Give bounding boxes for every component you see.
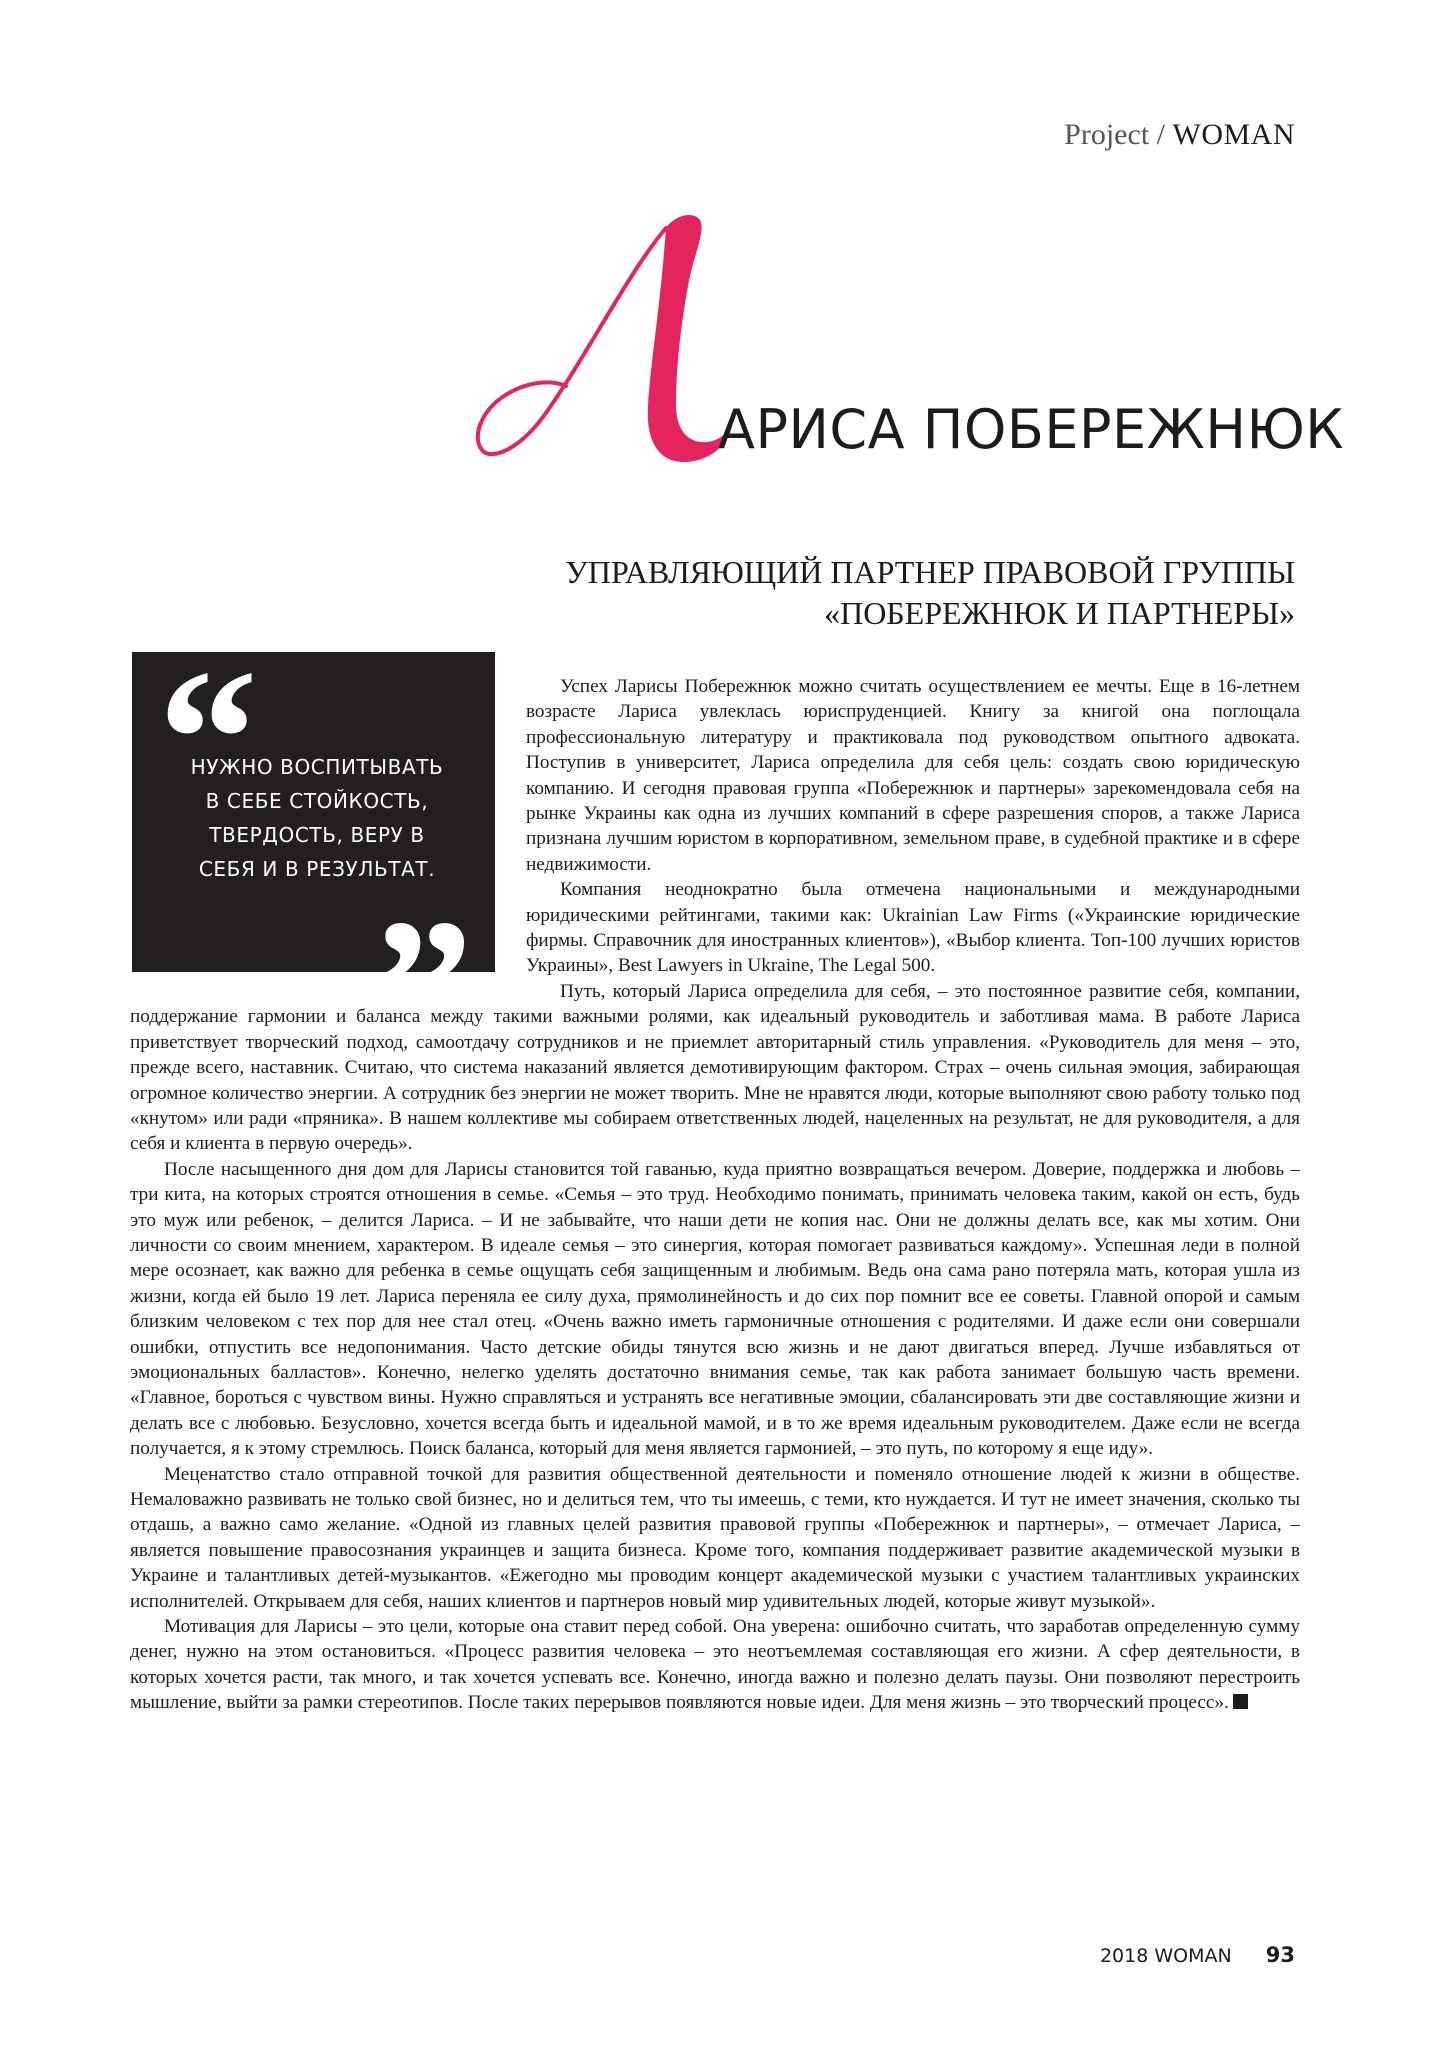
article-paragraph-text: Мотивация для Ларисы – это цели, которые она ставит перед собой. Она уверена: ошибочно считать, что заработав определенную сумму денег, нужно на этом остановиться. «Процесс развития человека – это неотъемлемая составляющая его жизни. А сфер деятельности, в которых хочется расти, так много, и так хочется успевать все. Конечно, иногда важно и полезно делать паузы. Они позволяют перестроить мышление, выйти за рамки стереотипов. После таких перерывов появляются новые идеи. Для меня жизнь – это творческий процесс». bbox=[130, 1616, 1300, 1714]
close-quote-mark: ” bbox=[373, 879, 473, 1100]
end-mark-square bbox=[1233, 1694, 1248, 1709]
page-number: 93 bbox=[1265, 1943, 1295, 1967]
pull-quote-line: В СЕБЕ СТОЙКОСТЬ, bbox=[205, 789, 429, 813]
article-paragraph-last bbox=[130, 1614, 1300, 1716]
article-body bbox=[130, 674, 1300, 1716]
decorative-initial-letter bbox=[470, 200, 770, 520]
pull-quote-line: СЕБЯ И В РЕЗУЛЬТАТ. bbox=[198, 857, 436, 881]
section-name: Project bbox=[1064, 118, 1150, 151]
open-quote-mark: “ bbox=[158, 629, 258, 850]
quote-wrap-spacer bbox=[130, 674, 526, 996]
section-label bbox=[1064, 118, 1295, 152]
section-separator: / bbox=[1156, 118, 1165, 151]
issue-label: 2018 WOMAN bbox=[1099, 1945, 1232, 1967]
article-paragraph: Путь, который Лариса определила для себя, – это постоянное развитие себя, компании, поддержание гармонии и баланса между такими важными ролями, как идеальный руководитель и заботливая мама. В работе Лариса приветствует творческий подход, самоотдачу сотрудников и не приемлет авторитарный стиль управления. «Руководитель для меня – это, прежде всего, наставник. Считаю, что система наказаний является демотивирующим фактором. Страх – очень сильная эмоция, забирающая огромное количество энергии. А сотрудник без энергии не может творить. Мне не нравятся люди, которые выполняют свою работу только под «кнутом» или ради «пряника». В нашем коллективе мы собираем ответственных людей, нацеленных на результат, не для руководителя, а для себя и клиента в первую очередь». bbox=[130, 980, 1300, 1155]
pull-quote-line: ТВЕРДОСТЬ, ВЕРУ В bbox=[209, 823, 425, 847]
article-title bbox=[470, 200, 1345, 530]
article-paragraph: Компания неоднократно была отмечена национальными и международными юридическими рейтингами, такими как: Ukrainian Law Firms («Украинские юридические фирмы. Справочник для иностранных клиентов»), «Выбор клиента. Топ-100 лучших юристов Украины», Best Lawyers in Ukraine, The Legal 500. bbox=[526, 879, 1300, 977]
article-paragraph: Успех Ларисы Побережнюк можно считать осуществлением ее мечты. Еще в 16-летнем возрасте Лариса увлеклась юриспруденцией. Книгу за книгой она поглощала профессиональную литературу и практиковала под руководством опытного адвоката. Поступив в университет, Лариса определила для себя цель: создать свою юридическую компанию. И сегодня правовая группа «Побережнюк и партнеры» зарекомендовала себя на рынке Украины как одна из лучших компаний в сфере разрешения споров, а также Лариса признана лучшим юристом в корпоративном, земельном праве, в судебной практике и в сфере недвижимости. bbox=[526, 676, 1300, 875]
article-paragraph: Меценатство стало отправной точкой для развития общественной деятельности и поменяло отношение людей к жизни в обществе. Немаловажно развивать не только свой бизнес, но и делиться тем, что ты имеешь, с теми, кто нуждается. И тут не имеет значения, сколько ты отдашь, а важно само желание. «Одной из главных целей развития правовой группы «Побережнюк и партнеры», – отмечает Лариса, – является повышение правосознания украинцев и защита бизнеса. Кроме того, компания поддерживает развитие академической музыки в Украине и талантливых детей-музыкантов. «Ежегодно мы проводим концерт академической музыки с участием талантливых украинских исполнителей. Открываем для себя, наших клиентов и партнеров новый мир удивительных людей, которые живут музыкой». bbox=[130, 1463, 1300, 1612]
title-text: АРИСА ПОБЕРЕЖНЮК bbox=[718, 398, 1345, 461]
subtitle-line-1: УПРАВЛЯЮЩИЙ ПАРТНЕР ПРАВОВОЙ ГРУППЫ bbox=[565, 554, 1295, 590]
pull-quote-line: НУЖНО ВОСПИТЫВАТЬ bbox=[190, 755, 444, 779]
page-footer bbox=[1100, 1943, 1295, 1967]
article-paragraph: После насыщенного дня дом для Ларисы становится той гаванью, куда приятно возвращаться вечером. Доверие, поддержка и любовь – три кита, на которых строятся отношения в семье. «Семья – это труд. Необходимо понимать, принимать человека таким, какой он есть, будь это муж или ребенок, – делится Лариса. – И не забывайте, что наши дети не копия нас. Они не должны делать все, как мы хотим. Они личности со своим мнением, характером. В идеале семья – это синергия, которая помогает развиваться каждому». Успешная леди в полной мере осознает, как важно для ребенка в семье ощущать себя защищенным и любимым. Ведь она сама рано потеряла мать, которая ушла из жизни, когда ей было 19 лет. Лариса переняла ее силу духа, прямолинейность и до сих пор помнит все ее советы. Главной опорой и самым близким человеком с тех пор для нее стал отец. «Очень важно иметь гармоничные отношения с родителями. И даже если они совершали ошибки, отпустить все недопонимания. Часто детские обиды тянутся всю жизнь и не дают двигаться вперед. Лучше избавляться от эмоциональных балластов». Конечно, нелегко уделять достаточно внимания семье, так как работа занимает большую часть времени. «Главное, бороться с чувством вины. Нужно справляться и устранять все негативные эмоции, сбалансировать эти две составляющие жизни и делать все с любовью. Безусловно, хочется всегда быть и идеальной мамой, и в то же время идеальным руководителем. Даже если не всегда получается, я к этому стремлюсь. Поиск баланса, который для меня является гармонией, – это путь, по которому я еще иду». bbox=[130, 1158, 1300, 1460]
article-subtitle bbox=[395, 552, 1295, 634]
magazine-name: WOMAN bbox=[1172, 118, 1295, 151]
subtitle-line-2: «ПОБЕРЕЖНЮК И ПАРТНЕРЫ» bbox=[824, 595, 1295, 631]
